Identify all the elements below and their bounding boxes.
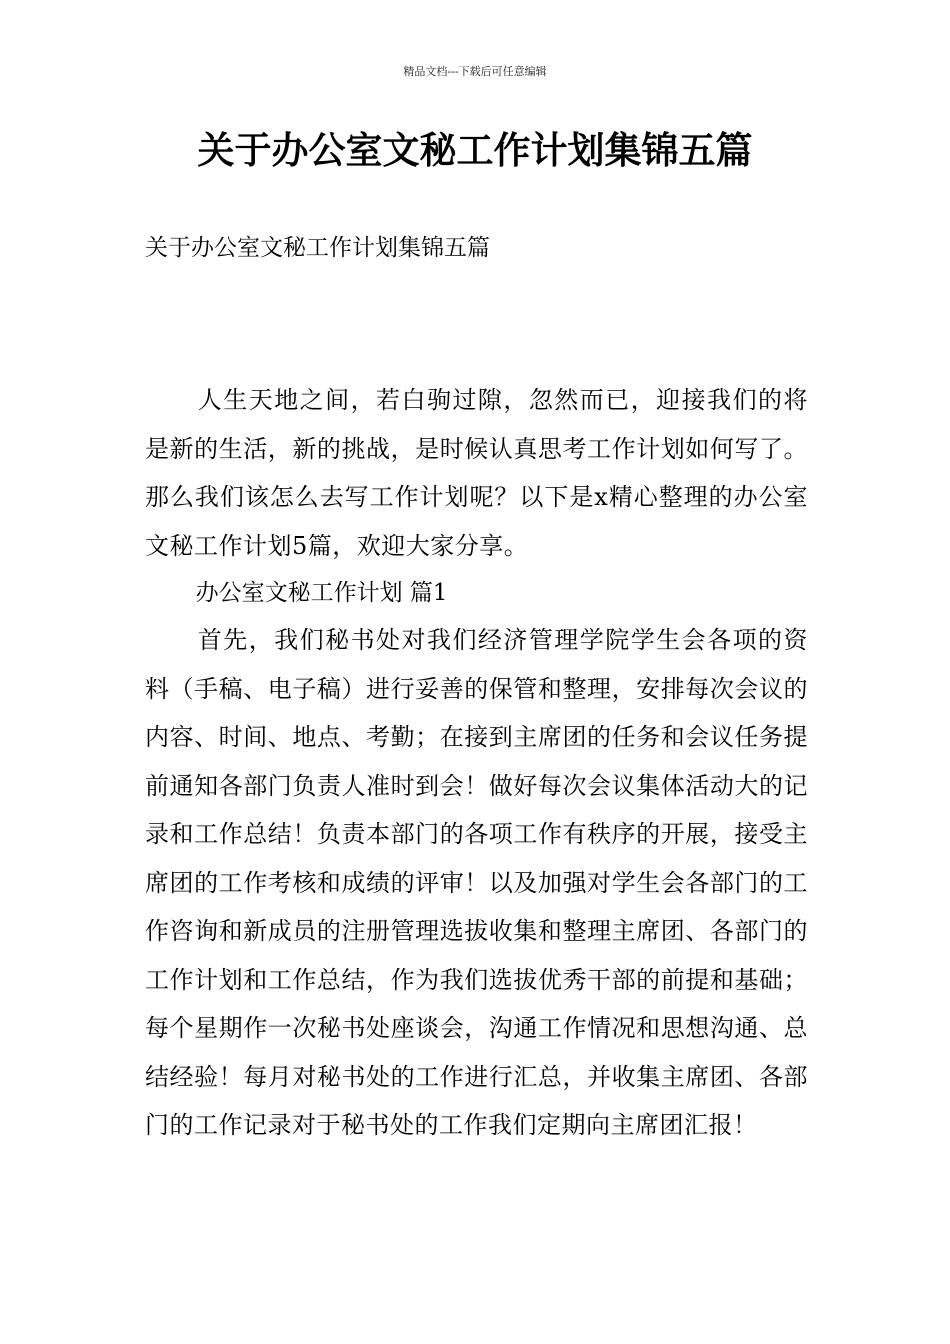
- section-paragraph: 首先，我们秘书处对我们经济管理学院学生会各项的资料（手稿、电子稿）进行妥善的保管和整理，安排每次会议的内容、时间、地点、考勤；在接到主席团的任务和会议任务提前通知各部门负责人准时到会！做好每次会议集体活动大的记录和工作总结！负责本部门的各项工作有秩序的开展，接受主席团的工作考核和成绩的评审！以及加强对学生会各部门的工作咨询和新成员的注册管理选拔收集和整理主席团、各部门的工作计划和工作总结，作为我们选拔优秀干部的前提和基础；每个星期作一次秘书处座谈会，沟通工作情况和思想沟通、总结经验！每月对秘书处的工作进行汇总，并收集主席团、各部门的工作记录对于秘书处的工作我们定期向主席团汇报！: [145, 626, 808, 1139]
- document-title: 关于办公室文秘工作计划集锦五篇: [197, 129, 753, 172]
- intro-paragraph: 人生天地之间，若白驹过隙，忽然而已，迎接我们的将是新的生活，新的挑战，是时候认真思考工作计划如何写了。那么我们该怎么去写工作计划呢？以下是x精心整理的办公室文秘工作计划5篇，欢迎大家分享。: [145, 386, 808, 560]
- section-heading: 办公室文秘工作计划 篇1: [195, 580, 448, 606]
- document-body: [145, 376, 808, 1150]
- header-note: 精品文档---下载后可任意编辑: [403, 65, 547, 78]
- document-subtitle: 关于办公室文秘工作计划集锦五篇: [145, 235, 490, 261]
